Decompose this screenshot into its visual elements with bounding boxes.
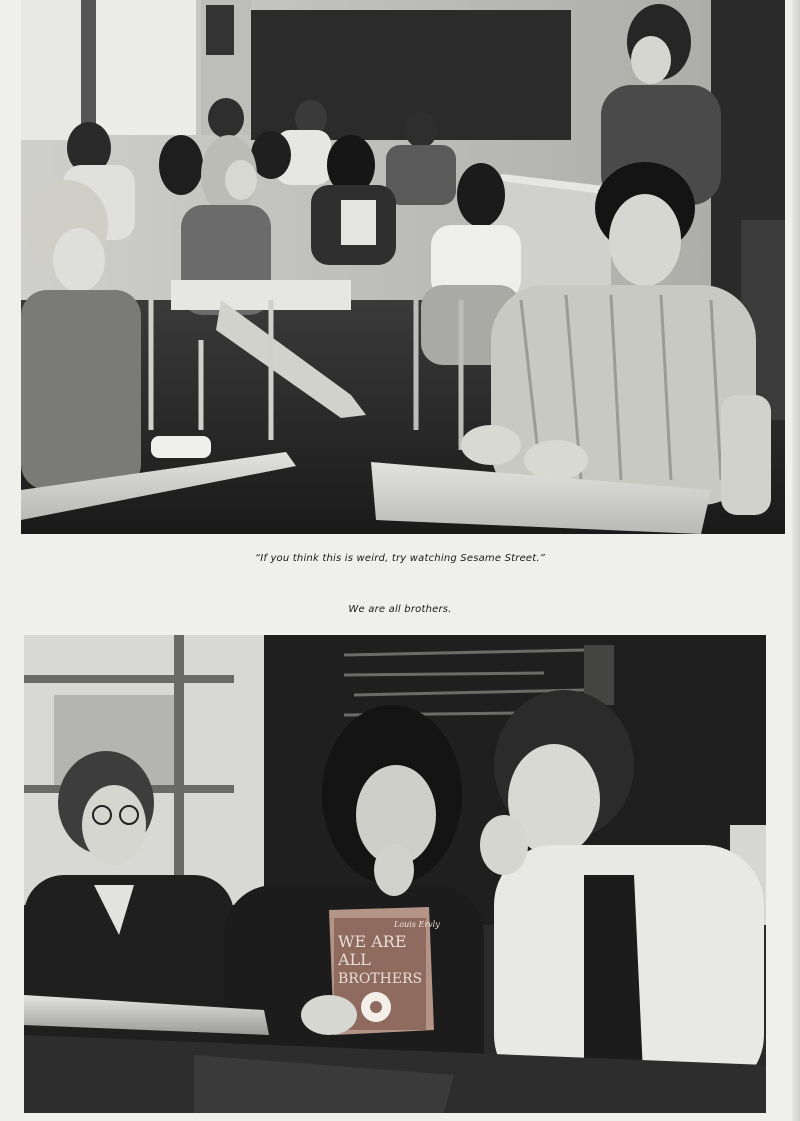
- three-girls-photo: [24, 635, 766, 1113]
- caption-sesame-street: “If you think this is weird, try watching Sesame Street.”: [254, 553, 546, 564]
- book-title-line1: WE ARE: [338, 932, 407, 951]
- book-title-line2: ALL: [338, 950, 371, 969]
- caption-we-are-all-brothers: We are all brothers.: [348, 604, 452, 615]
- book-author: Louis Ervly: [394, 920, 440, 929]
- book-title-line3: BROTHERS: [338, 971, 423, 987]
- classroom-photo: [21, 0, 785, 534]
